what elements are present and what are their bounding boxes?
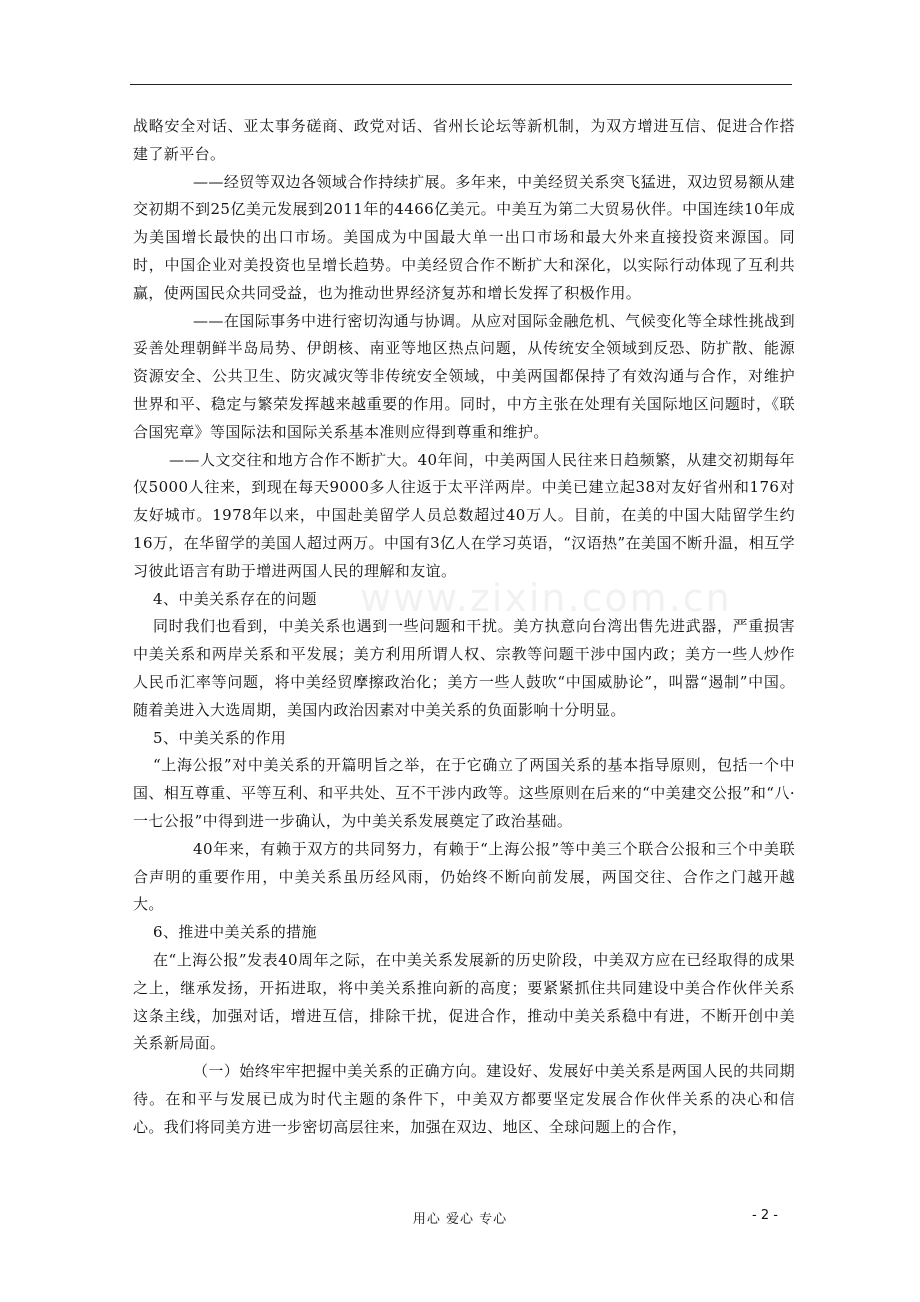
page-number: - 2 - <box>752 1208 778 1223</box>
body-text <box>133 113 795 1141</box>
paragraph: “上海公报”对中美关系的开篇明旨之举，在于它确立了两国关系的基本指导原则，包括一个中国、相互尊重、平等互利、和平共处、互不干涉内政等。这些原则在后来的“中美建交公报”和“八·一七公报”中得到进一步确认，为中美关系发展奠定了政治基础。 <box>133 756 795 830</box>
paragraph: ——人文交往和地方合作不断扩大。40年间，中美两国人民往来日趋频繁，从建交初期每年仅5000人往来，到现在每天9000多人往返于太平洋两岸。中美已建立起38对友好省州和176对友好城市。1978年以来，中国赴美留学人员总数超过40万人。目前，在美的中国大陆留学生约16万，在华留学的美国人超过两万。中国有3亿人在学习英语，“汉语热”在美国不断升温，相互学习彼此语言有助于增进两国人民的理解和友谊。 <box>133 450 795 580</box>
paragraph: 在“上海公报”发表40周年之际，在中美关系发展新的历史阶段，中美双方应在已经取得的成果之上，继承发扬，开拓进取，将中美关系推向新的高度；要紧紧抓住共同建设中美合作伙伴关系这条主线，加强对话，增进互信，排除干扰，促进合作，推动中美关系稳中有进，不断开创中美关系新局面。 <box>133 950 795 1053</box>
paragraph: 4、中美关系存在的问题 <box>153 589 317 608</box>
paragraph: 5、中美关系的作用 <box>153 728 287 747</box>
footer-slogan: 用心 爱心 专心 <box>412 1212 508 1227</box>
paragraph: 同时我们也看到，中美关系也遇到一些问题和干扰。美方执意向台湾出售先进武器，严重损害中美关系和两岸关系和平发展；美方利用所谓人权、宗教等问题干涉中国内政；美方一些人炒作人民币汇率等问题，将中美经贸摩擦政治化；美方一些人鼓吹“中国威胁论”，叫嚣“遏制”中国。随着美进入大选周期，美国内政治因素对中美关系的负面影响十分明显。 <box>133 617 795 719</box>
paragraph: （一）始终牢牢把握中美关系的正确方向。建设好、发展好中美关系是两国人民的共同期待。在和平与发展已成为时代主题的条件下，中美双方都要坚定发展合作伙伴关系的决心和信心。我们将同美方进一步密切高层往来，加强在双边、地区、全球问题上的合作， <box>133 1062 795 1136</box>
paragraph: ——经贸等双边各领域合作持续扩展。多年来，中美经贸关系突飞猛进，双边贸易额从建交初期不到25亿美元发展到2011年的4466亿美元。中美互为第二大贸易伙伴。中国连续10年成为美国增长最快的出口市场。美国成为中国最大单一出口市场和最大外来直接投资来源国。同时，中国企业对美投资也呈增长趋势。中美经贸合作不断扩大和深化，以实际行动体现了互利共赢，使两国民众共同受益，也为推动世界经济复苏和增长发挥了积极作用。 <box>133 172 795 302</box>
paragraph: 6、推进中美关系的措施 <box>153 923 317 942</box>
paragraph: 战略安全对话、亚太事务磋商、政党对话、省州长论坛等新机制，为双方增进互信、促进合作搭建了新平台。 <box>133 117 795 163</box>
paragraph: ——在国际事务中进行密切沟通与协调。从应对国际金融危机、气候变化等全球性挑战到妥善处理朝鲜半岛局势、伊朗核、南亚等地区热点问题，从传统安全领域到反恐、防扩散、能源资源安全、公共卫生、防灾减灾等非传统安全领域，中美两国都保持了有效沟通与合作，对维护世界和平、稳定与繁荣发挥越来越重要的作用。同时，中方主张在处理有关国际地区问题时，《联合国宪章》等国际法和国际关系基本准则应得到尊重和维护。 <box>133 311 795 441</box>
watermark: www.zixin.com.cn <box>360 576 732 620</box>
paragraph: 40年来，有赖于双方的共同努力，有赖于“上海公报”等中美三个联合公报和三个中美联合声明的重要作用，中美关系虽历经风雨，仍始终不断向前发展，两国交往、合作之门越开越大。 <box>133 839 795 914</box>
header-rule <box>130 84 792 85</box>
